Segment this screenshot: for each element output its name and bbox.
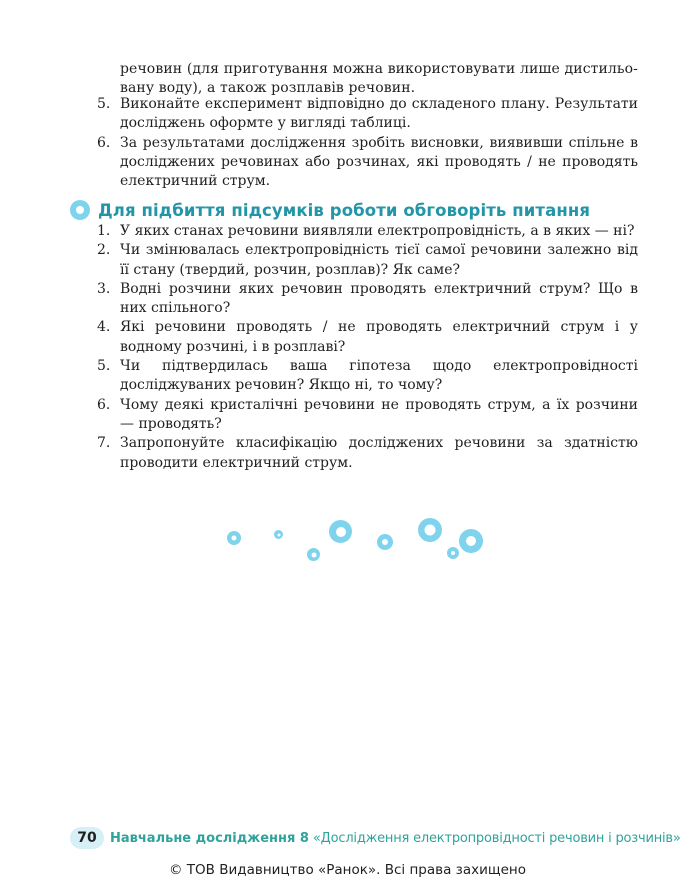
list-item (97, 318, 638, 357)
item-text: За результатами дослідження зробіть висновки, виявивши спільне в досліджених речовинах або розчинах, які проводять / не проводять електричний струм. (120, 134, 638, 190)
steps-list (97, 95, 638, 191)
copyright-notice: © ТОВ Видавництво «Ранок». Всі права захищено (169, 862, 526, 878)
item-number: 7. (97, 435, 111, 452)
item-text: Які речовини проводять / не проводять електричний струм і у водному розчині, і в розплаві? (120, 319, 638, 355)
item-number: 5. (97, 96, 111, 112)
ring-dot-icon (418, 518, 442, 542)
item-text: Виконайте експеримент відповідно до складеного плану. Результати досліджень оформте у вигляді таблиці. (120, 96, 638, 132)
list-item (97, 222, 638, 241)
page-number: 70 (70, 827, 104, 849)
ring-dot-icon (377, 534, 393, 550)
list-item (97, 280, 638, 319)
list-item (97, 396, 638, 435)
ring-dot-icon (329, 520, 352, 543)
item-number: 5. (97, 358, 111, 375)
list-item (97, 357, 638, 396)
item-number: 1. (97, 223, 111, 239)
item-text: Чому деякі кристалічні речовини не проводять струм, а їх розчини — проводять? (120, 396, 638, 432)
list-item (97, 134, 638, 192)
ring-dot-icon (459, 529, 483, 553)
item-text: Запропонуйте класифікацію досліджених речовини за здатністю проводити електричний струм. (120, 435, 638, 471)
continuation-line-1: речовин (для приготування можна використовувати лише дистильо- (120, 61, 638, 77)
item-number: 2. (97, 242, 111, 259)
ring-dot-icon (447, 547, 459, 559)
footer-title: «Дослідження електропровідності речовин і розчинів» (312, 830, 681, 846)
item-text: У яких станах речовини виявляли електропровідність, а в яких — ні? (120, 223, 635, 239)
item-number: 4. (97, 319, 111, 336)
ring-bullet-icon (70, 200, 90, 220)
list-item (97, 241, 638, 280)
item-number: 6. (97, 396, 111, 413)
item-number: 3. (97, 280, 111, 297)
section-heading-text: Для підбиття підсумків роботи обговоріть питання (98, 200, 591, 220)
item-text: Чи підтвердилась ваша гіпотеза щодо електропровідності досліджуваних речовин? Якщо ні, то чому? (120, 358, 638, 394)
list-item (97, 95, 638, 134)
ring-dot-icon (227, 531, 241, 545)
page-footer (70, 826, 681, 850)
item-text: Чи змінювалась електропровідність тієї самої речовини залежно від її стану (твердий, розчин, розплав)? Як саме? (120, 242, 638, 278)
list-item (97, 434, 638, 473)
section-heading (70, 198, 590, 222)
questions-list (97, 222, 638, 473)
ring-dot-icon (307, 548, 320, 561)
footer-label: Навчальне дослідження 8 (110, 830, 309, 846)
item-number: 6. (97, 134, 111, 151)
continuation-line-2: вану воду), а також розплавів речовин. (120, 80, 416, 96)
ring-dot-icon (274, 530, 283, 539)
item-text: Водні розчини яких речовин проводять електричний струм? Що в них спільного? (120, 280, 638, 317)
